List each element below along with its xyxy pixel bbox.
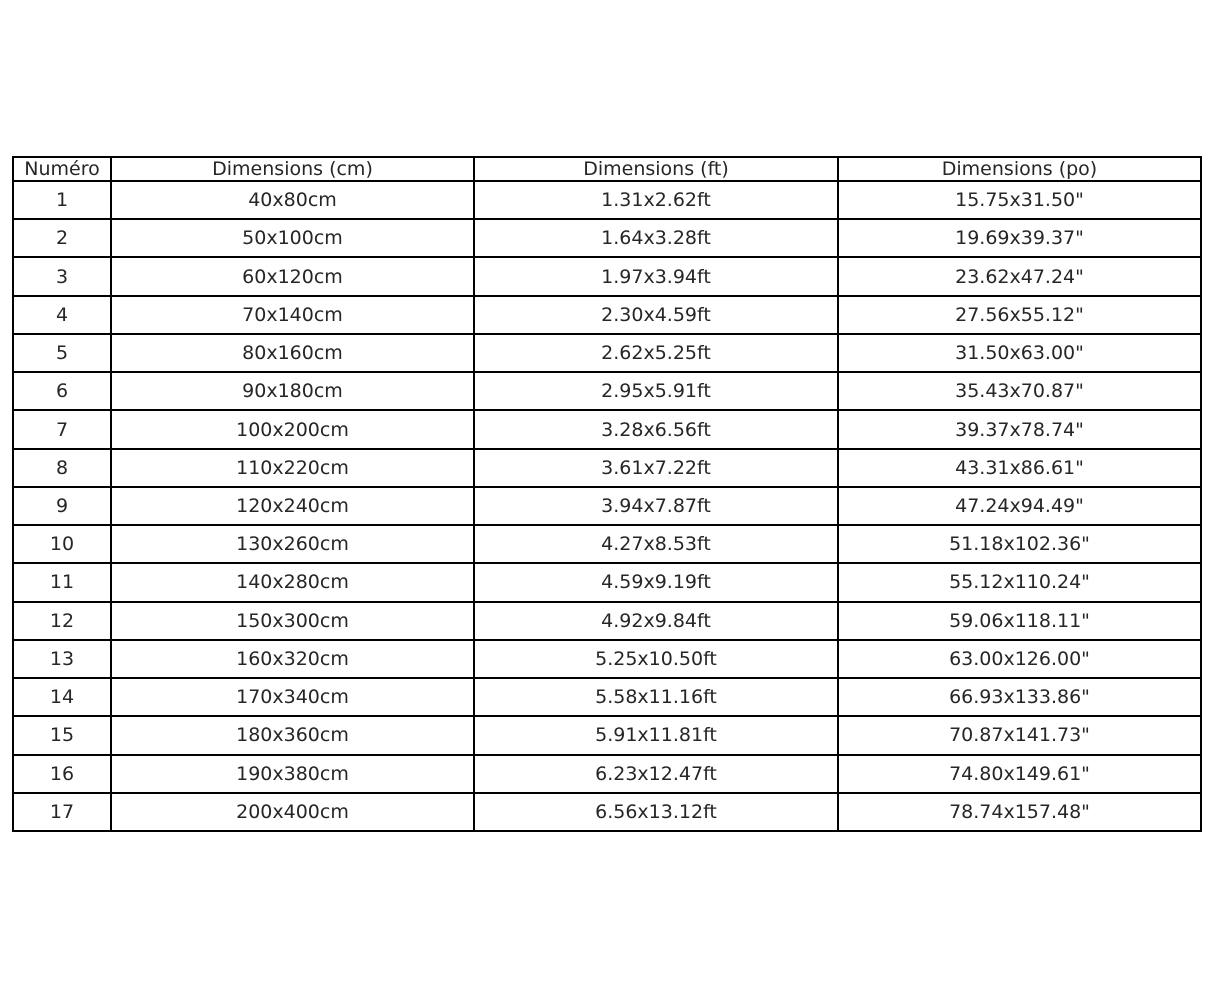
cell-dimensions-cm: 130x260cm (111, 525, 474, 563)
table-row (13, 334, 1201, 372)
cell-dimensions-po: 70.87x141.73" (838, 716, 1201, 754)
table-row (13, 372, 1201, 410)
table-row (13, 602, 1201, 640)
column-header-dimensions-cm: Dimensions (cm) (111, 157, 474, 181)
cell-numero: 11 (13, 563, 111, 601)
cell-dimensions-ft: 1.97x3.94ft (474, 257, 838, 295)
cell-numero: 13 (13, 640, 111, 678)
cell-dimensions-cm: 60x120cm (111, 257, 474, 295)
cell-dimensions-ft: 5.58x11.16ft (474, 678, 838, 716)
cell-numero: 17 (13, 793, 111, 831)
table-row (13, 410, 1201, 448)
cell-dimensions-po: 74.80x149.61" (838, 755, 1201, 793)
cell-dimensions-cm: 190x380cm (111, 755, 474, 793)
cell-dimensions-ft: 3.28x6.56ft (474, 410, 838, 448)
cell-dimensions-cm: 170x340cm (111, 678, 474, 716)
cell-dimensions-po: 63.00x126.00" (838, 640, 1201, 678)
cell-dimensions-ft: 4.27x8.53ft (474, 525, 838, 563)
table-body (13, 181, 1201, 831)
cell-dimensions-ft: 6.23x12.47ft (474, 755, 838, 793)
cell-dimensions-cm: 120x240cm (111, 487, 474, 525)
table-row (13, 640, 1201, 678)
cell-dimensions-po: 39.37x78.74" (838, 410, 1201, 448)
table-row (13, 219, 1201, 257)
cell-dimensions-ft: 3.94x7.87ft (474, 487, 838, 525)
table-row (13, 678, 1201, 716)
cell-dimensions-ft: 4.92x9.84ft (474, 602, 838, 640)
cell-numero: 2 (13, 219, 111, 257)
cell-numero: 9 (13, 487, 111, 525)
cell-dimensions-po: 47.24x94.49" (838, 487, 1201, 525)
dimensions-conversion-table (12, 156, 1202, 832)
table-row (13, 257, 1201, 295)
table-row (13, 525, 1201, 563)
cell-dimensions-cm: 180x360cm (111, 716, 474, 754)
cell-numero: 7 (13, 410, 111, 448)
column-header-numero: Numéro (13, 157, 111, 181)
column-header-dimensions-po: Dimensions (po) (838, 157, 1201, 181)
cell-dimensions-ft: 2.95x5.91ft (474, 372, 838, 410)
cell-dimensions-ft: 2.62x5.25ft (474, 334, 838, 372)
cell-numero: 15 (13, 716, 111, 754)
cell-dimensions-po: 15.75x31.50" (838, 181, 1201, 219)
table-row (13, 181, 1201, 219)
cell-dimensions-po: 78.74x157.48" (838, 793, 1201, 831)
cell-numero: 5 (13, 334, 111, 372)
cell-dimensions-ft: 1.64x3.28ft (474, 219, 838, 257)
cell-numero: 8 (13, 449, 111, 487)
cell-dimensions-ft: 1.31x2.62ft (474, 181, 838, 219)
cell-dimensions-ft: 5.91x11.81ft (474, 716, 838, 754)
table-row (13, 716, 1201, 754)
cell-dimensions-ft: 3.61x7.22ft (474, 449, 838, 487)
cell-dimensions-cm: 90x180cm (111, 372, 474, 410)
table-row (13, 563, 1201, 601)
cell-dimensions-cm: 110x220cm (111, 449, 474, 487)
cell-dimensions-ft: 2.30x4.59ft (474, 296, 838, 334)
cell-dimensions-cm: 150x300cm (111, 602, 474, 640)
table-row (13, 755, 1201, 793)
cell-dimensions-cm: 70x140cm (111, 296, 474, 334)
cell-dimensions-po: 43.31x86.61" (838, 449, 1201, 487)
cell-numero: 14 (13, 678, 111, 716)
cell-numero: 16 (13, 755, 111, 793)
cell-dimensions-cm: 100x200cm (111, 410, 474, 448)
cell-numero: 6 (13, 372, 111, 410)
cell-dimensions-po: 27.56x55.12" (838, 296, 1201, 334)
cell-dimensions-cm: 160x320cm (111, 640, 474, 678)
cell-dimensions-po: 23.62x47.24" (838, 257, 1201, 295)
cell-numero: 12 (13, 602, 111, 640)
cell-dimensions-po: 31.50x63.00" (838, 334, 1201, 372)
cell-dimensions-ft: 5.25x10.50ft (474, 640, 838, 678)
cell-dimensions-ft: 4.59x9.19ft (474, 563, 838, 601)
cell-numero: 3 (13, 257, 111, 295)
cell-dimensions-po: 51.18x102.36" (838, 525, 1201, 563)
cell-numero: 1 (13, 181, 111, 219)
cell-numero: 4 (13, 296, 111, 334)
cell-dimensions-cm: 140x280cm (111, 563, 474, 601)
table-row (13, 793, 1201, 831)
header-row (13, 157, 1201, 181)
column-header-dimensions-ft: Dimensions (ft) (474, 157, 838, 181)
cell-dimensions-cm: 80x160cm (111, 334, 474, 372)
cell-dimensions-po: 55.12x110.24" (838, 563, 1201, 601)
cell-dimensions-po: 66.93x133.86" (838, 678, 1201, 716)
cell-dimensions-cm: 40x80cm (111, 181, 474, 219)
cell-numero: 10 (13, 525, 111, 563)
table-row (13, 487, 1201, 525)
cell-dimensions-po: 35.43x70.87" (838, 372, 1201, 410)
cell-dimensions-ft: 6.56x13.12ft (474, 793, 838, 831)
cell-dimensions-cm: 200x400cm (111, 793, 474, 831)
cell-dimensions-po: 19.69x39.37" (838, 219, 1201, 257)
cell-dimensions-po: 59.06x118.11" (838, 602, 1201, 640)
cell-dimensions-cm: 50x100cm (111, 219, 474, 257)
table-row (13, 296, 1201, 334)
table-row (13, 449, 1201, 487)
